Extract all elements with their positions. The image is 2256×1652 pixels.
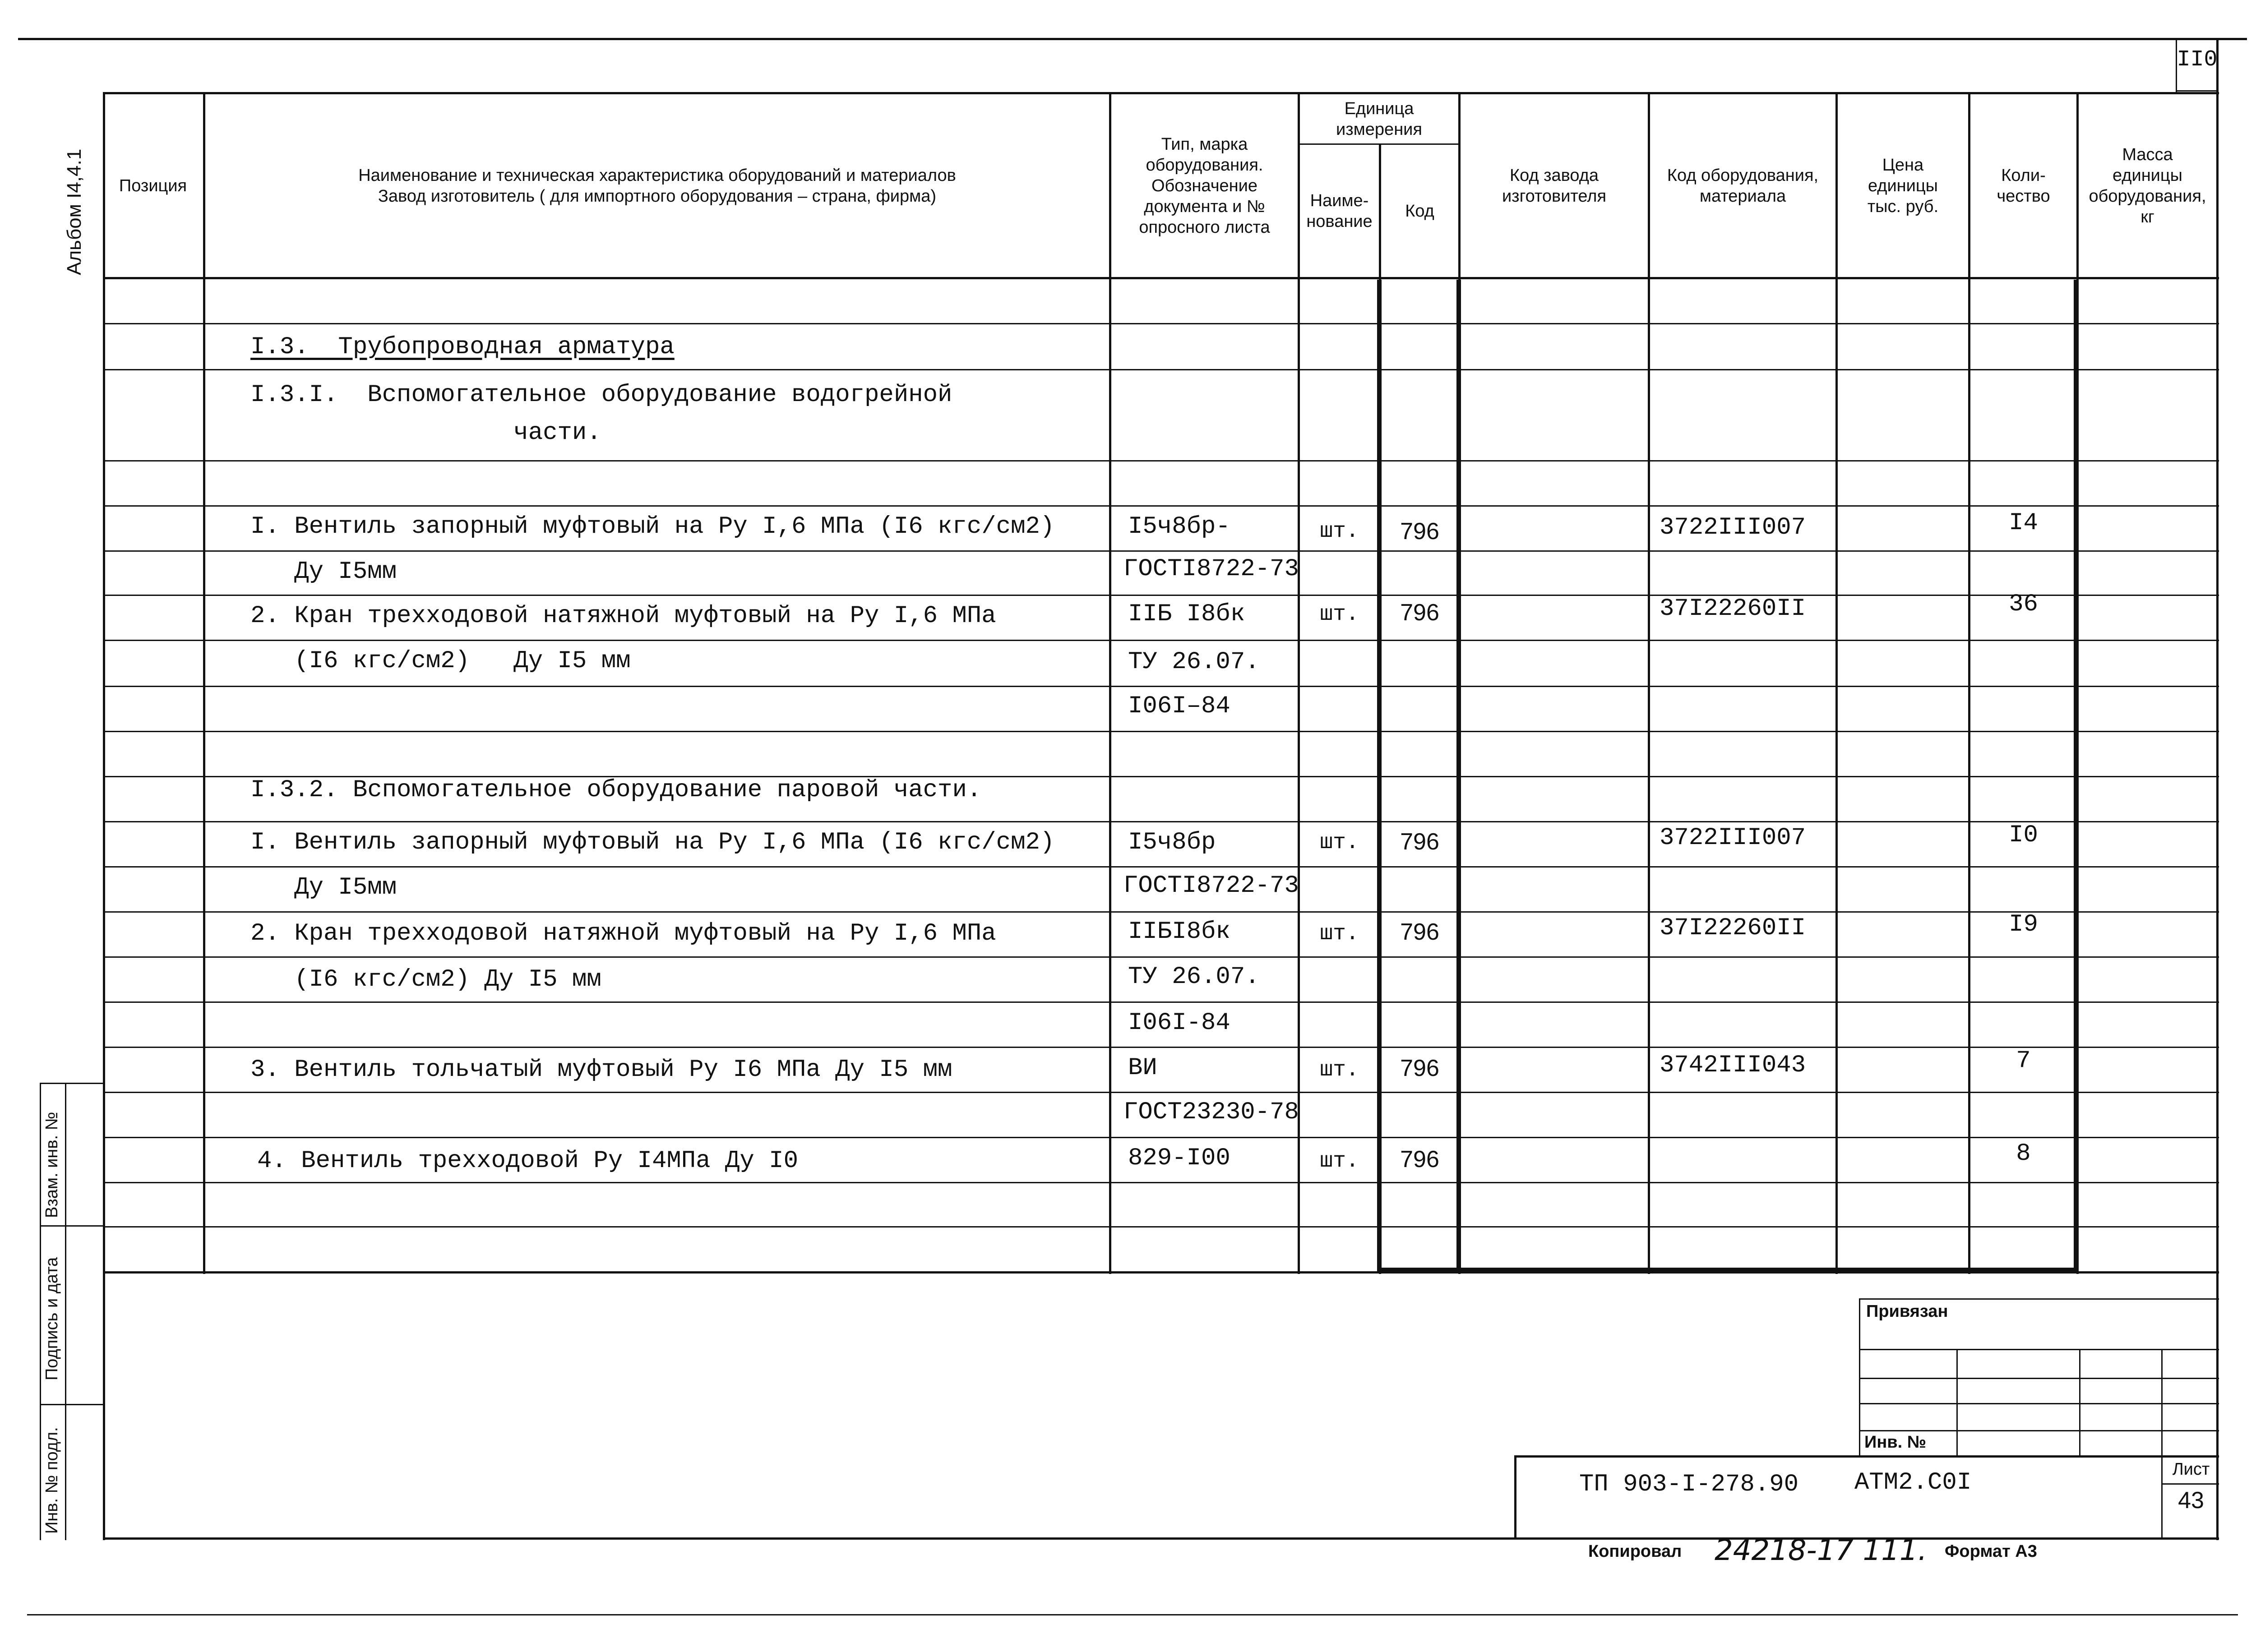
item-type: IIБI8бк	[1128, 918, 1230, 946]
row-line	[103, 595, 2219, 596]
item-name: 4. Вентиль трехходовой Ру I4МПа Ду I0	[257, 1147, 798, 1175]
attach-grid-col	[2161, 1349, 2163, 1457]
row-line	[103, 911, 2219, 913]
row-line	[103, 821, 2219, 822]
item-code: 796	[1400, 1055, 1439, 1081]
item-equip-code: 3722III007	[1660, 514, 1806, 541]
row-line	[103, 369, 2219, 370]
row-line	[103, 866, 2219, 868]
section-title: I.3. Трубопроводная арматура	[250, 333, 675, 361]
item-type: ТУ 26.07.	[1128, 648, 1260, 676]
doc-code: АТМ2.C0I	[1854, 1469, 1972, 1496]
row-line	[103, 686, 2219, 687]
sheet-box-bottom	[2176, 90, 2219, 92]
item-equip-code: 3722III007	[1660, 824, 1806, 852]
item-type: ВИ	[1128, 1054, 1157, 1082]
row-line	[103, 1137, 2219, 1138]
unit-group-line	[1298, 143, 1460, 145]
item-name: (I6 кгс/см2) Ду I5 мм	[250, 647, 631, 675]
attach-grid-col	[1956, 1349, 1958, 1457]
header-unit-name: Наиме- нование	[1306, 191, 1373, 231]
row-line	[103, 505, 2219, 507]
page-trim-bottom	[27, 1614, 2238, 1615]
attach-box-top	[1859, 1298, 2219, 1300]
item-name: I. Вентиль запорный муфтовый на Ру I,6 МПа (I6 кгс/см2)	[250, 829, 1055, 856]
attach-grid-line	[1859, 1349, 2219, 1350]
item-type: ТУ 26.07.	[1128, 963, 1260, 991]
stamp-sheet-sep	[2161, 1455, 2163, 1539]
row-line	[103, 460, 2219, 461]
item-qty: I9	[2009, 911, 2038, 938]
sheet-number: 43	[2178, 1487, 2204, 1514]
row-line	[103, 1182, 2219, 1183]
stamp-sheet-line	[2161, 1483, 2219, 1485]
item-name: 2. Кран трехходовой натяжной муфтовый на Ру I,6 МПа	[250, 920, 996, 947]
item-name: (I6 кгс/см2) Ду I5 мм	[250, 966, 601, 993]
attach-grid-line	[1859, 1403, 2219, 1404]
item-type: I5ч8бр	[1128, 829, 1216, 856]
item-code: 796	[1400, 600, 1439, 626]
stamp-top	[1516, 1455, 2219, 1458]
subsection-title-cont: части.	[250, 419, 601, 447]
row-line	[103, 640, 2219, 641]
item-name: Ду I5мм	[250, 874, 397, 901]
item-qty: 7	[2016, 1047, 2031, 1075]
top-sheet-number: II0	[2177, 47, 2218, 73]
format-label: Формат А3	[1945, 1542, 2037, 1561]
header-position: Позиция	[119, 176, 187, 195]
item-qty: I4	[2009, 509, 2038, 537]
attached-label: Привязан	[1866, 1302, 1948, 1321]
header-qty: Коли- чество	[1997, 166, 2050, 206]
header-price: Цена единицы тыс. руб.	[1867, 156, 1939, 216]
item-name: Ду I5мм	[250, 558, 397, 586]
left-border	[103, 92, 105, 1540]
item-unit: шт.	[1320, 1149, 1359, 1173]
copied-label: Копировал	[1588, 1542, 1682, 1561]
header-maker-code: Код завода изготовителя	[1502, 166, 1607, 206]
item-code: 796	[1400, 829, 1439, 855]
item-name: I. Вентиль запорный муфтовый на Ру I,6 МПа (I6 кгс/см2)	[250, 513, 1055, 540]
project-code: ТП 903-I-278.90	[1579, 1471, 1799, 1498]
table-bottom-line	[103, 1271, 2219, 1274]
item-type: I06I–84	[1128, 692, 1230, 720]
right-border	[2216, 38, 2219, 1540]
inv-label: Инв. №	[1864, 1433, 1927, 1452]
item-unit: шт.	[1320, 519, 1359, 544]
attach-grid-line	[1859, 1378, 2219, 1379]
item-type: I06I-84	[1128, 1009, 1230, 1037]
header-mass: Масса единицы оборудования, кг	[2089, 145, 2206, 226]
item-type: IIБ I8бк	[1128, 600, 1245, 628]
item-name: 2. Кран трехходовой натяжной муфтовый на Ру I,6 МПа	[250, 602, 996, 630]
header-equip-code: Код оборудования, материала	[1667, 166, 1819, 206]
row-line	[103, 1092, 2219, 1093]
item-equip-code: 3742III043	[1660, 1052, 1806, 1079]
attach-grid-col	[2079, 1349, 2080, 1457]
item-type: 829-I00	[1128, 1144, 1230, 1172]
side-stamp-inv: Инв. № подл.	[42, 1427, 61, 1534]
item-equip-code: 37I22260II	[1660, 595, 1806, 623]
item-qty: 8	[2016, 1140, 2031, 1167]
side-stamp-replace: Взам. инв. №	[42, 1112, 61, 1218]
item-code: 796	[1400, 1146, 1439, 1172]
row-line	[103, 731, 2219, 732]
row-line	[103, 956, 2219, 958]
header-unit-code: Код	[1405, 202, 1434, 221]
item-name: 3. Вентиль тольчатый муфтовый Ру I6 МПа Ду I5 мм	[250, 1056, 952, 1084]
header-name: Наименование и техническая характеристика оборудований и материалов Завод изготовитель ( для импортного оборудования – страна, фирма)	[358, 166, 956, 206]
item-type: ГОСТI8722-73	[1123, 555, 1299, 583]
header-bottom-line	[103, 277, 2219, 279]
side-stamp-left	[40, 1083, 41, 1540]
item-code: 796	[1400, 919, 1439, 945]
attach-grid-line	[1859, 1430, 2219, 1431]
row-line	[103, 1226, 2219, 1227]
row-line	[103, 1001, 2219, 1003]
album-label: Альбом I4,4.1	[63, 148, 85, 275]
item-unit: шт.	[1320, 602, 1359, 627]
item-type: ГОСТI8722-73	[1123, 872, 1299, 900]
copy-number: 24218-17 111.	[1715, 1534, 1927, 1567]
header-unit-group: Единица измерения	[1336, 99, 1422, 139]
item-unit: шт.	[1320, 831, 1359, 855]
item-equip-code: 37I22260II	[1660, 914, 1806, 942]
item-type: I5ч8бр-	[1128, 513, 1230, 540]
item-unit: шт.	[1320, 1058, 1359, 1082]
subsection-title: I.3.2. Вспомогательное оборудование паровой части.	[250, 776, 982, 804]
side-stamp-sep	[40, 1404, 105, 1405]
item-code: 796	[1400, 518, 1439, 545]
stamp-left	[1514, 1455, 1516, 1539]
attach-box-left	[1859, 1298, 1860, 1456]
header-top-line	[103, 92, 2219, 94]
header-type: Тип, марка оборудования. Обозначение документа и № опросного листа	[1139, 135, 1270, 237]
top-border	[18, 38, 2247, 40]
side-stamp-sep	[40, 1225, 105, 1227]
sheet-label: Лист	[2172, 1460, 2210, 1479]
subsection-title: I.3.I. Вспомогательное оборудование водогрейной	[250, 381, 952, 409]
row-line	[103, 1047, 2219, 1048]
side-stamp-mid	[65, 1083, 66, 1540]
item-type: ГОСТ23230-78	[1123, 1098, 1299, 1126]
row-line	[103, 323, 2219, 324]
item-unit: шт.	[1320, 922, 1359, 946]
item-qty: 36	[2009, 591, 2038, 618]
side-stamp-sign: Подпись и дата	[42, 1257, 61, 1380]
side-stamp-top	[40, 1083, 105, 1084]
item-qty: I0	[2009, 821, 2038, 849]
